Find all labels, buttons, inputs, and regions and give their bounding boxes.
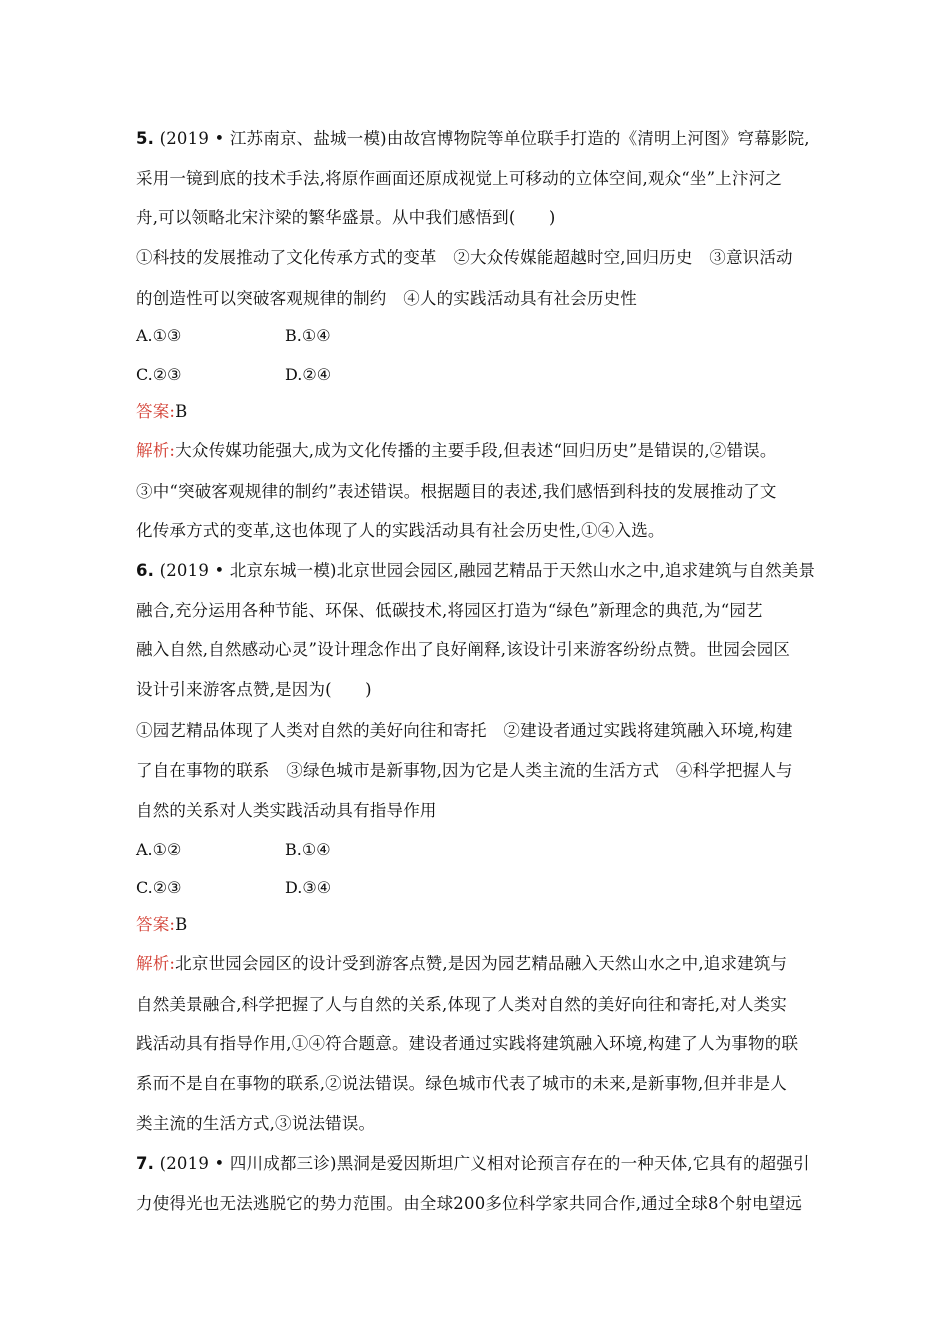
q7-stem-line-1 — [136, 1152, 816, 1176]
q6-option-c: C.②③ — [136, 878, 182, 897]
q6-stem-line-1 — [136, 559, 816, 583]
q6-stem-line-2: 融合,充分运用各种节能、环保、低碳技术,将园区打造为“绿色”新理念的典范,为“园艺 — [136, 601, 763, 620]
q6-option-d: D.③④ — [285, 878, 332, 897]
q6-option-b: B.①④ — [285, 840, 331, 859]
q6-stem-line-4: 设计引来游客点赞,是因为( ) — [136, 680, 372, 699]
q6-analysis-line-3: 践活动具有指导作用,①④符合题意。建设者通过实践将建筑融入环境,构建了人为事物的联 — [136, 1034, 799, 1053]
q7-stem-text: 黑洞是爱因斯坦广义相对论预言存在的一种天体,它具有的超强引 — [336, 1154, 810, 1173]
q5-analysis-label: 解析: — [136, 441, 176, 460]
q6-statement-line-2: 了自在事物的联系 ③绿色城市是新事物,因为它是人类主流的生活方式 ④科学把握人与 — [136, 761, 793, 780]
q6-analysis-line-4: 系而不是自在事物的联系,②说法错误。绿色城市代表了城市的未来,是新事物,但并非是人 — [136, 1074, 787, 1093]
q5-option-b: B.①④ — [285, 326, 331, 345]
q6-number: 6. — [136, 561, 155, 580]
q7-source: (2019 • 四川成都三诊) — [154, 1154, 337, 1173]
q5-answer — [136, 400, 816, 424]
q5-stem-text: 由故宫博物院等单位联手打造的《清明上河图》穹幕影院, — [386, 129, 810, 148]
q6-stem-text: 北京世园会园区,融园艺精品于天然山水之中,追求建筑与自然美景 — [336, 561, 816, 580]
q6-analysis-text: 北京世园会园区的设计受到游客点赞,是因为园艺精品融入天然山水之中,追求建筑与 — [175, 954, 788, 973]
q7-number: 7. — [136, 1154, 155, 1173]
q5-stem-line-1 — [136, 127, 816, 151]
q6-source: (2019 • 北京东城一模) — [154, 561, 337, 580]
q5-source: (2019 • 江苏南京、盐城一模) — [154, 129, 387, 148]
q5-option-a: A.①③ — [136, 326, 182, 345]
q5-analysis-line-2: ③中“突破客观规律的制约”表述错误。根据题目的表述,我们感悟到科技的发展推动了文 — [136, 482, 777, 501]
q5-analysis-line-1 — [136, 439, 816, 463]
q5-option-c: C.②③ — [136, 365, 182, 384]
q5-number: 5. — [136, 129, 155, 148]
q6-answer-label: 答案: — [136, 915, 176, 934]
q6-answer — [136, 913, 816, 937]
q5-option-d: D.②④ — [285, 365, 332, 384]
q5-analysis-text: 大众传媒功能强大,成为文化传播的主要手段,但表述“回归历史”是错误的,②错误。 — [175, 441, 777, 460]
q5-statement-line-2: 的创造性可以突破客观规律的制约 ④人的实践活动具有社会历史性 — [136, 289, 637, 308]
q6-option-a: A.①② — [136, 840, 182, 859]
q6-analysis-label: 解析: — [136, 954, 176, 973]
q5-answer-label: 答案: — [136, 402, 176, 421]
q6-analysis-line-1 — [136, 952, 816, 976]
q5-stem-line-3: 舟,可以领略北宋汴梁的繁华盛景。从中我们感悟到( ) — [136, 208, 556, 227]
q6-statement-line-1: ①园艺精品体现了人类对自然的美好向往和寄托 ②建设者通过实践将建筑融入环境,构建 — [136, 721, 793, 740]
q5-answer-value: B — [175, 402, 188, 421]
q7-stem-line-2: 力使得光也无法逃脱它的势力范围。由全球200多位科学家共同合作,通过全球8个射电望远 — [136, 1194, 803, 1213]
q5-stem-line-2: 采用一镜到底的技术手法,将原作画面还原成视觉上可移动的立体空间,观众“坐”上汴河之 — [136, 169, 783, 188]
q5-analysis-line-3: 化传承方式的变革,这也体现了人的实践活动具有社会历史性,①④入选。 — [136, 521, 665, 540]
q6-statement-line-3: 自然的关系对人类实践活动具有指导作用 — [136, 801, 437, 820]
q5-statement-line-1: ①科技的发展推动了文化传承方式的变革 ②大众传媒能超越时空,回归历史 ③意识活动 — [136, 248, 793, 267]
q6-stem-line-3: 融入自然,自然感动心灵”设计理念作出了良好阐释,该设计引来游客纷纷点赞。世园会园区 — [136, 640, 791, 659]
q6-analysis-line-5: 类主流的生活方式,③说法错误。 — [136, 1114, 376, 1133]
q6-answer-value: B — [175, 915, 188, 934]
q6-analysis-line-2: 自然美景融合,科学把握了人与自然的关系,体现了人类对自然的美好向往和寄托,对人类实 — [136, 995, 787, 1014]
